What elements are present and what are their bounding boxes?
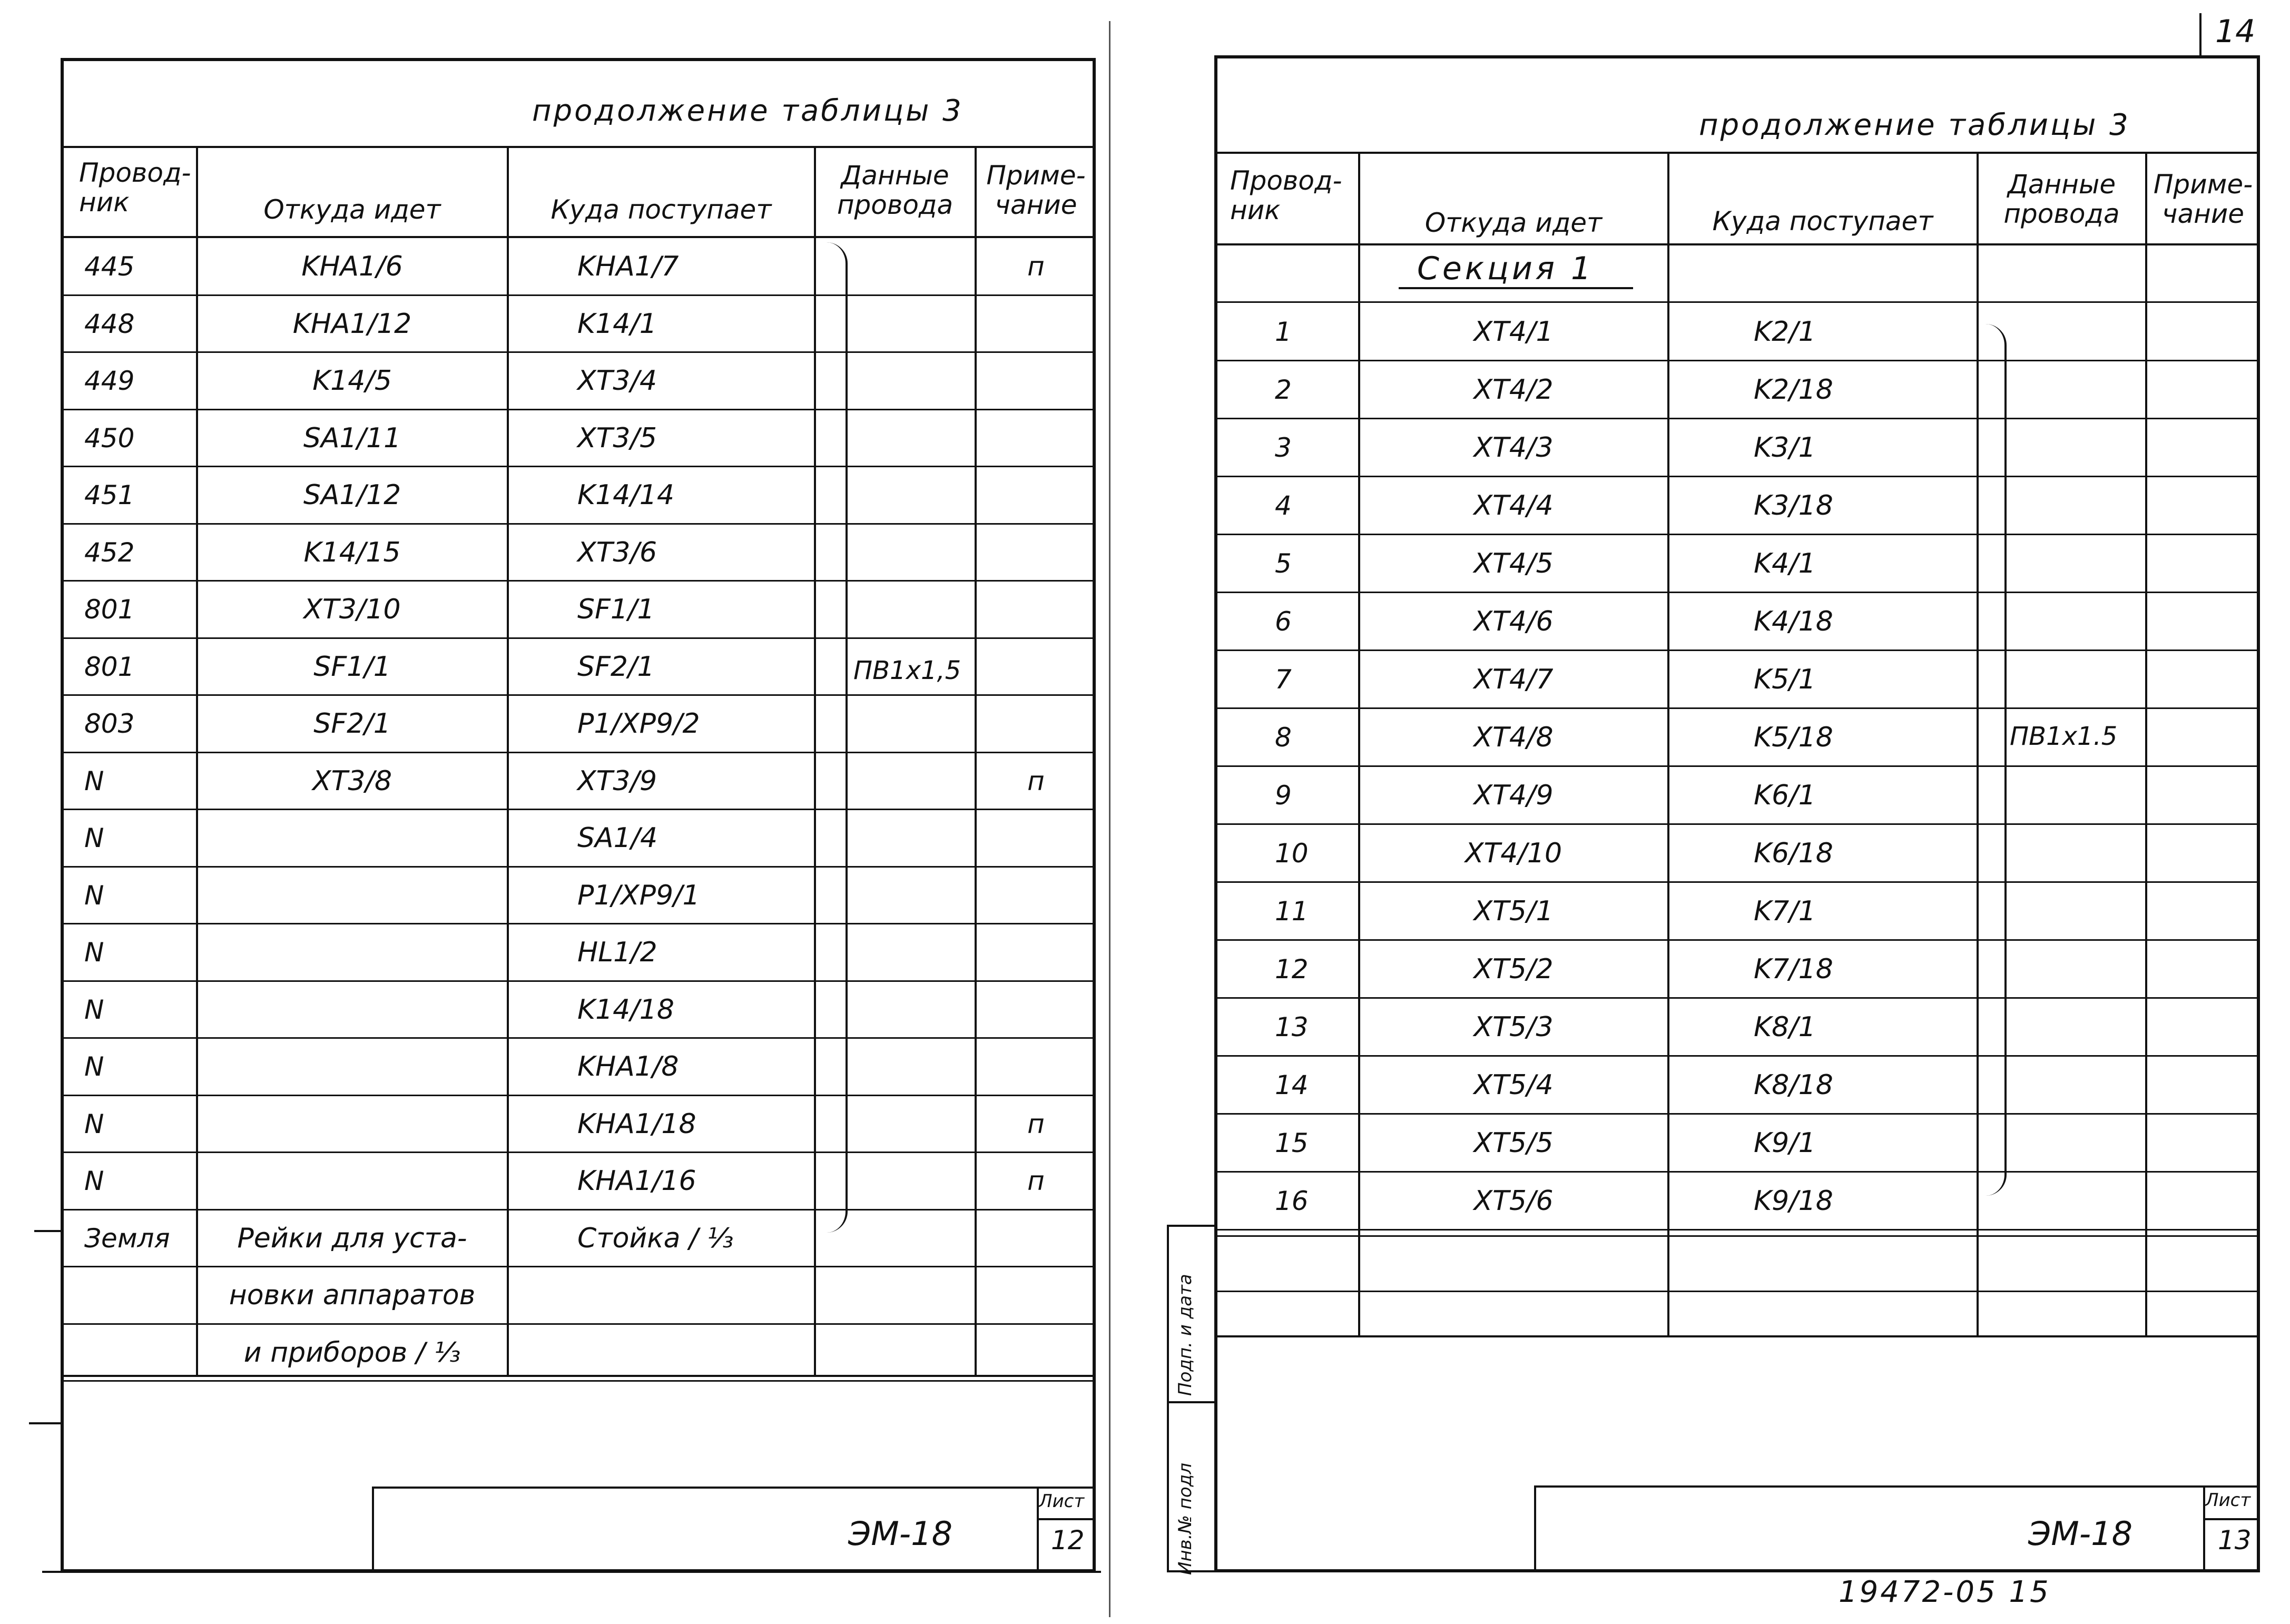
left-cell-conductor: 801 [84,651,135,682]
left-wire-spec: ПВ1х1,5 [853,656,961,685]
left-table-bottom-line [61,1375,1096,1377]
left-cell-to: XT3/6 [577,536,657,568]
left-cell-to: P1/XP9/1 [577,879,700,911]
left-cell-from: XT3/10 [303,594,401,626]
left-cell-note [977,1324,1095,1382]
right-sheet-number: 13 [2218,1525,2252,1556]
left-cell-conductor: N [84,1108,104,1139]
right-col-line-4 [2145,152,2147,1337]
left-cell-to: XT3/9 [577,765,657,797]
right-cell-from: XT4/3 [1473,432,1554,464]
right-cell-to: K8/1 [1754,1011,1816,1043]
left-cell-conductor [63,1267,195,1324]
left-cell-conductor: 803 [84,708,135,740]
left-cell-to: XT3/4 [577,365,657,397]
bottom-archive-number: 19472-05 15 [1839,1575,2051,1609]
left-stamp-box [372,1487,1096,1572]
left-cell-from: XT3/8 [312,765,392,797]
right-sheet-label: Лист [2205,1490,2251,1511]
right-side-stamp-divider [1167,1401,1217,1403]
right-table-title: продолжение таблицы 3 [1699,108,2130,142]
left-cell-to: K14/1 [577,308,657,340]
left-cell-to: P1/XP9/2 [577,708,700,740]
right-cell-to: K4/18 [1754,606,1833,637]
left-cell-note [977,410,1095,467]
right-cell-from: XT5/6 [1473,1185,1554,1217]
left-cell-conductor: 451 [84,480,135,511]
right-cell-from: XT4/2 [1473,374,1554,406]
left-cell-from: KHA1/12 [292,308,412,340]
left-edge-tick-1 [34,1230,61,1232]
right-wire-spec: ПВ1х1.5 [2010,722,2118,751]
left-stamp-sheet-line [1037,1518,1096,1520]
left-cell-from [198,981,506,1039]
right-cell-to: K9/1 [1754,1127,1816,1159]
left-cell-conductor: 449 [84,366,135,397]
left-col-line-3 [814,146,816,1376]
left-cell-note [977,810,1095,867]
right-cell-to: K2/18 [1754,374,1833,406]
left-cell-to: K14/14 [577,479,674,511]
right-cell-to: K5/18 [1754,722,1833,753]
right-cell-from: XT5/5 [1473,1127,1554,1159]
right-cell-conductor: 4 [1275,490,1292,521]
left-header-conductor: Провод- ник [79,158,191,218]
center-fold-line [1109,21,1110,1617]
left-cell-conductor: 448 [84,308,135,339]
left-cell-to [509,1324,813,1382]
left-cell-to: HL1/2 [577,937,657,969]
left-sheet-label: Лист [1039,1491,1085,1512]
left-cell-note [977,524,1095,582]
left-cell-note [977,695,1095,753]
left-cell-conductor: N [84,823,104,854]
left-header-from: Откуда идет [263,194,441,225]
left-cell-from: SA1/12 [303,479,401,511]
left-cell-conductor: 445 [84,251,135,282]
left-cell-note: п [1027,765,1045,796]
right-cell-to: K5/1 [1754,664,1816,695]
left-cell-note [977,924,1095,981]
right-cell-from: XT4/9 [1473,780,1554,811]
right-header-to: Куда поступает [1712,206,1933,237]
right-cell-to: K4/1 [1754,548,1816,579]
left-cell-to [509,1267,813,1324]
right-cell-conductor: 6 [1275,606,1292,637]
right-col-line-3 [1977,152,1979,1337]
right-cell-conductor: 13 [1275,1012,1309,1042]
left-cell-from [198,1096,506,1153]
left-header-wire-data: Данные провода [837,160,954,220]
right-header-wire-data: Данные провода [2003,169,2120,229]
right-cell-from: XT4/6 [1473,606,1554,637]
right-cell-from: XT4/4 [1473,490,1554,521]
right-wire-brace [1983,324,2007,1196]
right-cell-to: K9/18 [1754,1185,1833,1217]
left-sheet-number: 12 [1051,1525,1085,1556]
left-cell-from [198,810,506,867]
right-row-line [1214,1291,2260,1292]
right-stamp-sheet-line [2203,1518,2260,1520]
left-cell-to: K14/18 [577,993,674,1026]
right-cell-to: K7/1 [1754,895,1816,927]
left-cell-from: K14/5 [312,365,392,397]
left-cell-to: SA1/4 [577,822,658,854]
right-cell-from: XT4/7 [1473,664,1554,695]
right-header-from: Откуда идет [1424,208,1603,238]
right-cell-conductor: 15 [1275,1128,1309,1158]
left-header-note: Приме- чание [986,160,1086,220]
left-cell-note [977,1210,1095,1267]
left-cell-from: K14/15 [303,536,401,568]
right-cell-from: XT4/5 [1473,548,1554,579]
left-stamp-code: ЭМ-18 [848,1514,953,1553]
left-cell-note [977,467,1095,524]
right-cell-from: XT4/10 [1465,838,1562,869]
left-cell-note: п [1027,1166,1045,1197]
right-cell-to: K6/18 [1754,838,1833,869]
left-cell-conductor [63,1324,195,1382]
right-cell-conductor: 1 [1275,317,1292,347]
right-cell-to: K8/18 [1754,1069,1833,1101]
right-cell-from: XT4/8 [1473,722,1554,753]
left-cell-from: SA1/11 [303,422,401,454]
right-cell-conductor: 5 [1275,548,1292,579]
right-cell-from: XT4/1 [1473,316,1554,348]
right-stamp-code: ЭМ-18 [2028,1514,2133,1553]
right-side-stamp-label-1: Инв.№ подл [1175,1463,1196,1575]
right-cell-conductor: 10 [1275,838,1309,869]
left-wire-brace [824,242,848,1233]
right-cell-from: XT5/1 [1473,895,1554,927]
left-cell-note: п [1027,1108,1045,1139]
left-cell-note [977,1038,1095,1096]
right-cell-conductor: 7 [1275,664,1292,695]
right-side-stamp-label-2: Подп. и дата [1175,1274,1196,1396]
right-table-bottom-line [1214,1335,2260,1337]
left-cell-from: SF2/1 [313,708,391,740]
right-cell-conductor: 14 [1275,1070,1309,1100]
left-edge-tick-2 [29,1422,61,1424]
left-header-to: Куда поступает [551,194,772,225]
left-cell-to: KHA1/8 [577,1051,679,1083]
left-cell-to: SF1/1 [577,594,655,626]
right-cell-conductor: 9 [1275,780,1292,811]
right-cell-conductor: 11 [1275,896,1309,927]
left-cell-to: KHA1/7 [577,251,679,283]
left-cell-from: и приборов / ⅓ [243,1336,461,1369]
right-section-underline [1399,287,1633,289]
left-cell-from: SF1/1 [313,651,391,683]
right-header-note: Приме- чание [2153,169,2253,229]
left-cell-note [977,581,1095,638]
left-cell-from: KHA1/6 [301,251,403,283]
left-cell-conductor: 450 [84,422,135,454]
left-cell-note [977,1267,1095,1324]
right-cell-conductor: 2 [1275,375,1292,405]
left-cell-conductor: Земля [84,1223,170,1254]
left-cell-conductor: 452 [84,537,135,568]
left-cell-from [198,924,506,981]
right-section-label: Секция 1 [1417,250,1595,287]
left-cell-note: п [1027,251,1045,282]
right-cell-to: K7/18 [1754,953,1833,985]
right-cell-conductor: 3 [1275,432,1292,463]
left-cell-conductor: N [84,994,104,1025]
left-cell-from [198,1038,506,1096]
left-cell-note [977,352,1095,410]
left-cell-from [198,1153,506,1210]
left-cell-conductor: N [84,1051,104,1082]
left-cell-conductor: 801 [84,594,135,625]
left-cell-conductor: N [84,1166,104,1197]
right-cell-to: K3/18 [1754,490,1833,521]
left-cell-note [977,638,1095,696]
right-header-conductor: Провод- ник [1230,165,1342,225]
left-header-top-line [61,146,1096,148]
left-cell-conductor: N [84,880,104,911]
left-cell-from [198,867,506,924]
left-cell-note [977,867,1095,924]
left-cell-to: KHA1/16 [577,1165,696,1197]
left-cell-to: SF2/1 [577,651,655,683]
right-cell-conductor: 8 [1275,722,1292,753]
right-cell-from: XT5/3 [1473,1011,1554,1043]
right-cell-to: K3/1 [1754,432,1816,464]
left-cell-to: XT3/5 [577,422,657,454]
left-bottom-rule [42,1571,1101,1573]
right-cell-from: XT5/4 [1473,1069,1554,1101]
page-number: 14 [2215,13,2256,50]
left-table-title: продолжение таблицы 3 [532,94,964,128]
left-cell-from: новки аппаратов [229,1279,476,1312]
right-cell-conductor: 16 [1275,1186,1309,1216]
left-cell-to: KHA1/18 [577,1108,696,1140]
right-cell-from: XT5/2 [1473,953,1554,985]
right-stamp-box [1534,1485,2260,1572]
left-cell-note [977,296,1095,353]
right-cell-to: K6/1 [1754,780,1816,811]
right-header-top-line [1214,152,2260,154]
left-cell-conductor: N [84,765,104,796]
left-cell-from: Рейки для уста- [237,1222,467,1254]
right-row-line [1214,1235,2260,1237]
right-cell-conductor: 12 [1275,954,1309,985]
left-cell-to: Стойка / ⅓ [577,1222,734,1254]
left-cell-note [977,981,1095,1039]
right-header-bottom-line [1214,243,2260,245]
right-cell-to: K2/1 [1754,316,1816,348]
left-cell-conductor: N [84,937,104,968]
